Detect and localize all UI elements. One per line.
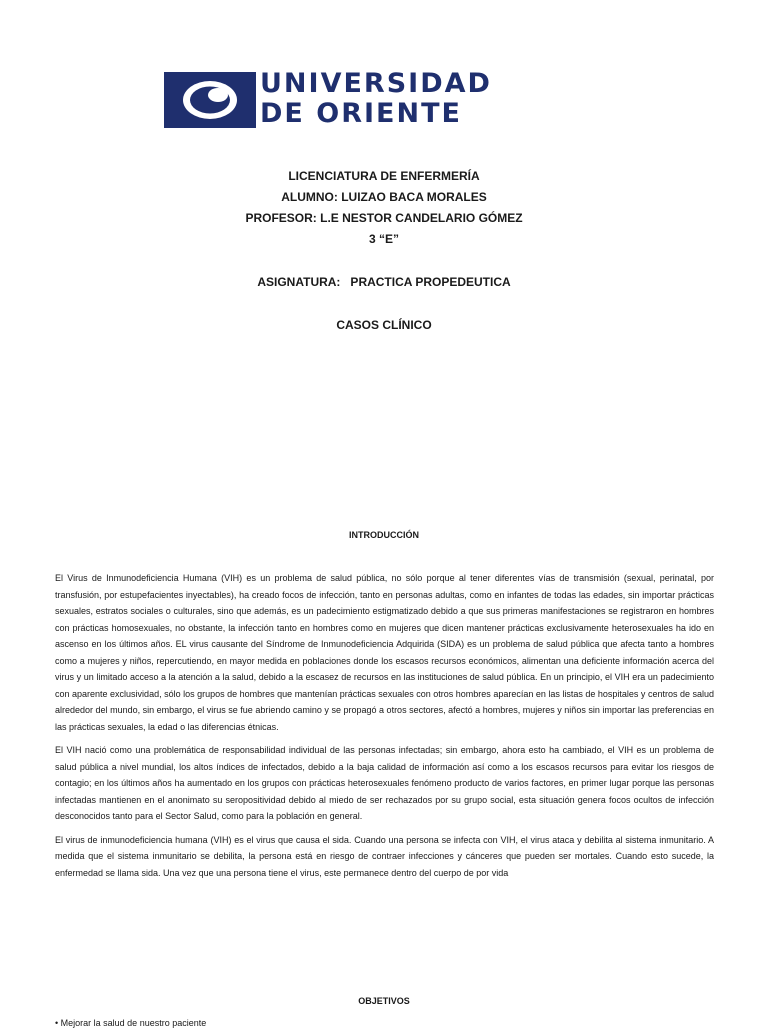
introduction-body bbox=[55, 570, 714, 888]
university-emblem-icon bbox=[164, 70, 256, 130]
topic-title: CASOS CLÍNICO bbox=[336, 318, 432, 332]
logo-line-2: DE ORIENTE bbox=[260, 98, 462, 129]
objective-item: • Mejorar la salud de nuestro paciente bbox=[55, 1018, 207, 1028]
document-header bbox=[0, 166, 768, 336]
subject-label: ASIGNATURA: PRACTICA PROPEDEUTICA bbox=[257, 275, 511, 289]
objectives-heading: OBJETIVOS bbox=[358, 996, 410, 1006]
professor-name: PROFESOR: L.E NESTOR CANDELARIO GÓMEZ bbox=[245, 211, 523, 225]
intro-paragraph-1: El Virus de Inmunodeficiencia Humana (VIH) es un problema de salud pública, no sólo porque al tener diferentes vías de transmisión (sexual, perinatal, por transfusión, por estupefacientes inyectables), ha creado focos de infección, tanto en personas adultas, como en infantes de todas las edades, sin importar prácticas sexuales, estratos sociales o culturales, sino que además, es un padecimiento estigmatizado debido a que sus primeras manifestaciones se registraron en hombres con prácticas homosexuales, no obstante, la infección tanto en hombres como en mujeres que dicen mantener prácticas exclusivamente heterosexuales ha ido en ascenso en los últimos años. EL virus causante del Síndrome de Inmunodeficiencia Adquirida (SIDA) es un problema de salud pública que afecta tanto a hombres como a mujeres y niños, repercutiendo, en mayor medida en poblaciones donde los escasos recursos económicos, alimentan una deficiente información acerca del virus y un limitado acceso a la atención a la salud, debido a la escasez de recursos en las instituciones de salud pública. En un principio, el VIH era un padecimiento con aparente exclusividad, sólo los grupos de hombres que mantenían prácticas sexuales con otros hombres aparecían en las listas de hospitales y centros de salud alrededor del mundo, sin embargo, el virus se fue abriendo camino y se propagó a otros sectores, afectó a hombres, mujeres y niños sin importar las preferencias en las prácticas sexuales, la edad o las diferencias étnicas. bbox=[55, 573, 714, 732]
introduction-heading: INTRODUCCIÓN bbox=[349, 530, 419, 540]
logo-line-1: UNIVERSIDAD bbox=[260, 68, 492, 99]
group-label: 3 “E” bbox=[368, 232, 399, 246]
career-title: LICENCIATURA DE ENFERMERÍA bbox=[288, 169, 480, 183]
intro-paragraph-3: El virus de inmunodeficiencia humana (VIH) es el virus que causa el sida. Cuando una persona se infecta con VIH, el virus ataca y debilita al sistema inmunitario. A medida que el sistema inmunitario se debilita, la persona está en riesgo de contraer infecciones y cánceres que pueden ser mortales. Cuando esto sucede, la enfermedad se llama sida. Una vez que una persona tiene el virus, este permanece dentro del cuerpo de por vida bbox=[55, 834, 714, 878]
intro-paragraph-2: El VIH nació como una problemática de responsabilidad individual de las personas infectadas; sin embargo, ahora esto ha cambiado, el VIH es un problema de salud pública a nivel mundial, los altos índices de infectados, debido a la baja calidad de información así como a los escasos recursos para evitar los riesgos de contagio; en los últimos años ha aumentado en los grupos con prácticas heterosexuales fenómeno producto de varios factores, en primer lugar porque las personas infectadas mantienen en el anonimato su seropositividad debido al miedo de ser rechazados por su grupo social, esta situación genera focos ocultos de infección desconocidos tanto para el Sector Salud, como para la población en general. bbox=[55, 745, 714, 821]
student-name: ALUMNO: LUIZAO BACA MORALES bbox=[281, 190, 487, 204]
university-logo bbox=[164, 70, 606, 130]
